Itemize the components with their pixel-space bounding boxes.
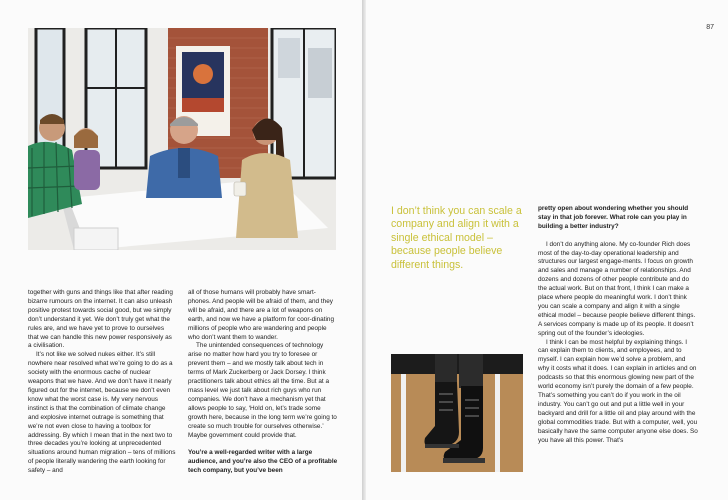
interview-question: pretty open about wondering whether you should stay in that job forever. What role can you play in building a better industry? [538,205,689,230]
body-paragraph: together with guns and things like that after reading bizarre rumours on the internet. It can also unleash positive protest towards social good, but we simply don’t understand it yet. We don’t truly get what the rules are, and we have yet to prove to ourselves that we can handle this new power responsively as a civilisation. [28,289,173,350]
boots-photo [391,354,523,472]
body-paragraph: The unintended consequences of technology arise no matter how hard you try to foresee or prevent them – and we mostly talk about tech in terms of Mark Zuckerberg or Jack Dorsey. I think practitioners talk about ethics all the time. But at a mass level we just talk about rich guys who run companies. We don’t have a mechanism yet that allows people to say, ‘Hold on, let’s trade some growth here, because in the long term we’re going to create so much trouble for ourselves otherwise.’ Maybe government could provide that. [188,342,337,439]
body-paragraph: It’s not like we solved nukes either. It’s still nowhere near resolved what we’re going to do as a society with the enormous cache of nuclear weapons that we have. And we don’t have it nearly figured out for the internet, because we don’t even know what the worst case is. My very nervous instinct is that the combination of climate change and explosive internet outrage is something that we’re not even close to having a toolbox for addressing. By which I mean that in the next two to three decades you’re looking at unprecedented situations around human migration – tens of millions of people literally wandering the earth looking for safety – and [28,351,176,475]
office-meeting-illustration [28,28,336,250]
article-column-2 [188,289,338,476]
article-column-1 [28,289,176,476]
boots-illustration [391,354,523,472]
pull-quote: I don’t think you can scale a company and align it with a single ethical model – because people believe different things. [391,205,522,271]
left-page [0,0,362,500]
article-column-4 [538,205,698,445]
body-paragraph: I think I can be most helpful by explaining things. I can explain them to clients, and employees, and to myself. I can explain how we’d solve a problem, and why it costs what it does. I can explain in articles and on podcasts so that this enormous glowing new part of the world economy isn’t purely the domain of a few people. That’s something you can’t do if you work in the oil industry. You can’t go out and put a little well in your backyard and drill for a little oil and play around with the global commodities trade. But with a computer, well, you basically have the same computer anyone else does. So you have all this power. That’s [538,338,698,444]
body-paragraph: all of those humans will probably have smart-phones. And people will be afraid of them, and they will be afraid, and there are a lot of weapons on earth, and now we have a platform for coor-dinating millions of people who are wandering and people who don’t want them to wander. [188,289,335,341]
office-meeting-photo [28,28,336,250]
interview-question: You’re a well-regarded writer with a large audience, and you’re also the CEO of a profitable tech company, but you’ve been [188,449,338,475]
body-paragraph: I don’t do anything alone. My co-founder Rich does most of the day-to-day operational leadership and structures our largest engage-ments. I focus on growth and sales and manage a number of relationships. And dozens and dozens of other people contribute and do the actual work. But on that front, I think I can make a place where people do meaningful work. I don’t think you can scale a company and align it with a single ethical model – because people believe different things. A services company is made up of its people. It doesn’t spring out of the founder’s ideologies. [538,240,696,337]
page-number: 87 [706,24,714,31]
